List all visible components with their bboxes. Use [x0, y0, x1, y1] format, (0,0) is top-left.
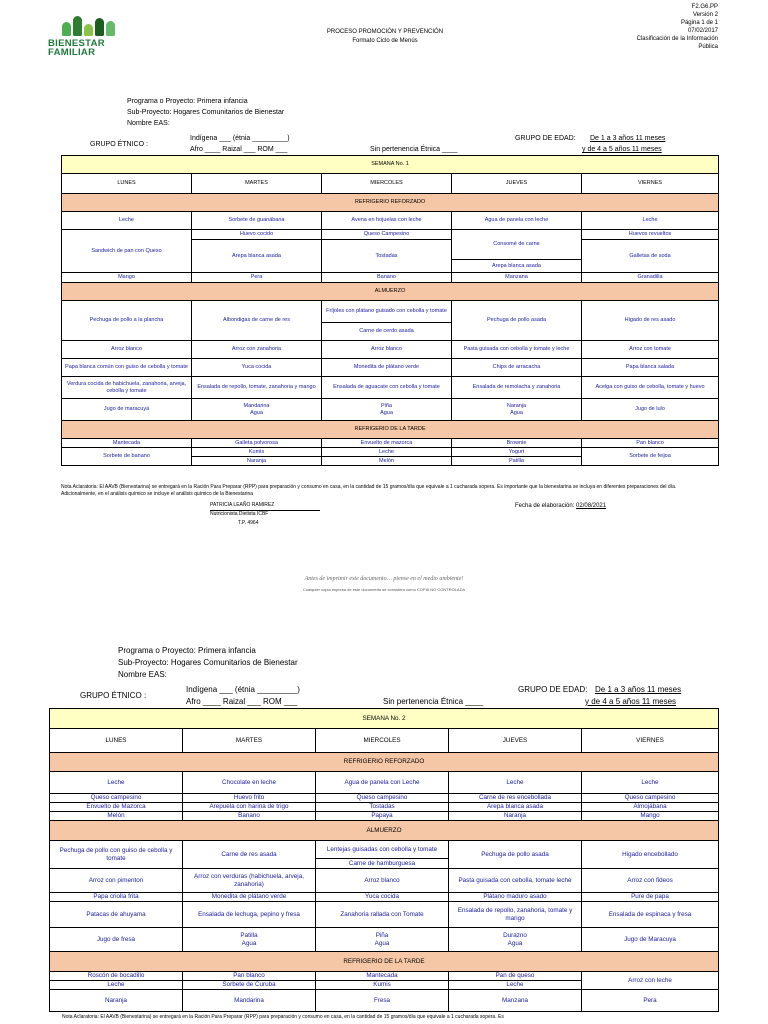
- menu-cell: Kumis: [192, 448, 322, 457]
- ethnic-afro: Afro ____ Raizal ___ ROM ___: [186, 697, 298, 706]
- menu-cell: Pasta guisada con cebolla y tomate y leche: [452, 341, 582, 359]
- menu-cell: Pan de queso: [449, 972, 582, 981]
- menu-cell: Manzana: [452, 273, 582, 283]
- menu-cell: Galletas de soda: [582, 240, 719, 273]
- menu-cell: Consomé de carne: [452, 230, 582, 260]
- subproject-name: Sub-Proyecto: Hogares Comunitarios de Bienestar: [118, 658, 298, 667]
- menu-cell: Leche: [582, 212, 719, 230]
- meal-title-tarde: REFRIGERIO DE LA TARDE: [50, 952, 719, 972]
- age-range-1: De 1 a 3 años 11 meses: [590, 135, 666, 142]
- menu-cell: Yogurt: [452, 448, 582, 457]
- menu-cell: Sorbete de Curuba: [183, 981, 316, 990]
- menu-cell: Yuca cocida: [316, 893, 449, 902]
- ethnic-group-label: GRUPO ÉTNICO :: [80, 691, 147, 700]
- signer-role: Nutricionista Dietista ICBF: [210, 510, 320, 518]
- meal-title-tarde: REFRIGERIO DE LA TARDE: [62, 421, 719, 439]
- meal-title-almuerzo: ALMUERZO: [62, 283, 719, 301]
- menu-cell: Manzana: [449, 990, 582, 1012]
- menu-item: Agua: [250, 409, 263, 416]
- menu-cell: Albondigas de carne de res: [192, 301, 322, 341]
- menu-cell: Arepa blanca asada: [452, 260, 582, 273]
- menu-cell: Mango: [62, 273, 192, 283]
- menu-cell: Tostadas: [322, 240, 452, 273]
- meal-title-refuerzo: REFRIGERIO REFORZADO: [62, 194, 719, 212]
- elaboration-date: [515, 503, 606, 510]
- menu-cell: Leche: [449, 772, 582, 794]
- menu-cell: Queso Campesino: [322, 230, 452, 240]
- signer-name: PATRICIA LEAÑO RAMIREZ: [210, 502, 275, 508]
- menu-cell: Pure de papa: [582, 893, 719, 902]
- menu-cell: Agua de panela con leche: [452, 212, 582, 230]
- menu-cell: Leche: [50, 772, 183, 794]
- menu-cell: Fresa: [316, 990, 449, 1012]
- menu-cell: Carne de res asada: [183, 841, 316, 869]
- menu-cell: Ensalada de remolacha y zanahoria: [452, 377, 582, 399]
- menu-cell: Envuelto de Mazorca: [50, 803, 183, 812]
- menu-cell: Arroz blanco: [316, 869, 449, 893]
- menu-cell: Ensalada de repollo, tomate, zanahoria y mango: [192, 377, 322, 399]
- menu-cell: Sandwich de pan con Queso: [62, 230, 192, 273]
- menu-cell: Pasta guisada con cebolla, tomate leche: [449, 869, 582, 893]
- menu-cell: Arroz con verduras (habichuela, arveja, zanahoria): [183, 869, 316, 893]
- menu-cell: Patilla: [452, 457, 582, 466]
- menu-cell: Pera: [582, 990, 719, 1012]
- menu-cell: Jugo de maracuyá: [62, 399, 192, 421]
- menu-cell: Papa blanca común con guiso de cebolla y tomate: [62, 359, 192, 377]
- menu-cell: Zanahoria rallada con Tomate: [316, 902, 449, 928]
- menu-cell: [452, 399, 582, 421]
- menu-cell: Sorbete de guanábana: [192, 212, 322, 230]
- doc-code: F2.G6.PP: [691, 4, 718, 10]
- menu-cell: Queso campesino: [316, 794, 449, 803]
- menu-cell: Naranja: [192, 457, 322, 466]
- day-header: MIERCOLES: [316, 729, 449, 753]
- menu-cell: Pechuga de pollo asada: [449, 841, 582, 869]
- menu-item: Piña: [375, 931, 389, 939]
- menu-cell: Arroz con zanahoria: [192, 341, 322, 359]
- menu-cell: Arroz blanco: [322, 341, 452, 359]
- menu-cell: Ensalada de espinaca y fresa: [582, 902, 719, 928]
- menu-cell: Papa blanca salada: [582, 359, 719, 377]
- elaboration-date-label: Fecha de elaboración:: [515, 503, 575, 509]
- day-header: JUEVES: [452, 174, 582, 194]
- menu-cell: Granadilla: [582, 273, 719, 283]
- program-info-2: [118, 645, 298, 681]
- day-header: MARTES: [192, 174, 322, 194]
- menu-cell: Jugo de fresa: [50, 928, 183, 952]
- menu-item: Agua: [510, 409, 523, 416]
- doc-date: 07/02/2017: [687, 28, 718, 34]
- menu-cell: Pechuga de pollo a la plancha: [62, 301, 192, 341]
- menu-cell: Huevo frito: [183, 794, 316, 803]
- menu-cell: [192, 399, 322, 421]
- doc-version: Versión 2: [692, 12, 718, 18]
- process-title: PROCESO PROMOCIÓN Y PREVENCIÓN: [326, 29, 444, 35]
- menu-cell: [322, 399, 452, 421]
- menu-cell: Melón: [322, 457, 452, 466]
- doc-page: Página 1 de 1: [680, 20, 718, 26]
- menu-cell: Pera: [192, 273, 322, 283]
- eas-name: Nombre EAS:: [127, 120, 170, 127]
- menu-cell: Chocolate en leche: [183, 772, 316, 794]
- menu-cell: Pan blanco: [183, 972, 316, 981]
- menu-item: Mandarina: [243, 402, 270, 409]
- menu-cell: Mantecada: [316, 972, 449, 981]
- menu-cell: Leche: [62, 212, 192, 230]
- menu-cell: Verdura cocida de habichuela, zanahoria, arveja, cebolla y tomate: [62, 377, 192, 399]
- format-title: Formato Ciclo de Menús: [352, 38, 418, 44]
- menu-cell: Pan blanco: [582, 439, 719, 448]
- meal-title-refuerzo: REFRIGERIO REFORZADO: [50, 753, 719, 772]
- menu-item: Piña: [380, 402, 392, 409]
- logo-text: BIENESTAR FAMILIAR: [48, 38, 105, 58]
- menu-cell: Sorbete de banano: [62, 448, 192, 466]
- menu-cell: Carne de cerdo asada: [322, 323, 452, 341]
- menu-cell: Mango: [582, 812, 719, 821]
- ethnic-indigena: Indígena ___ (étnia _________): [190, 135, 290, 142]
- menu-item: Patilla: [240, 931, 258, 939]
- menu-cell: Arroz blanco: [62, 341, 192, 359]
- menu-cell: Ensalada de repollo, zanahoria, tomate y mango: [449, 902, 582, 928]
- ethnic-none: Sin pertenencia Étnica ____: [383, 697, 484, 706]
- menu-cell: Mandarina: [183, 990, 316, 1012]
- day-header: VIERNES: [582, 174, 719, 194]
- family-figures-icon: [62, 14, 138, 36]
- menu-cell: Acelga con guiso de cebolla, tomate y huevo: [582, 377, 719, 399]
- menu-cell: [449, 928, 582, 952]
- age-range-1: De 1 a 3 años 11 meses: [595, 685, 682, 694]
- menu-cell: Queso campesino: [50, 794, 183, 803]
- elaboration-date-value: 02/08/2021: [576, 503, 607, 509]
- menu-item: Naranja: [506, 402, 527, 409]
- eas-name: Nombre EAS:: [118, 670, 167, 679]
- menu-cell: Avena en hojuelas con leche: [322, 212, 452, 230]
- menu-cell: Arepuela con harina de trigo: [183, 803, 316, 812]
- menu-cell: Higado encebollado: [582, 841, 719, 869]
- menu-cell: Carne de hamburguesa: [316, 859, 449, 869]
- menu-cell: Almojábana: [582, 803, 719, 812]
- ethnic-afro: Afro ____ Raizal ___ ROM ___: [190, 146, 288, 153]
- menu-item: Agua: [374, 939, 390, 947]
- week2-menu-table: [49, 708, 719, 1012]
- document-title: [300, 28, 470, 46]
- menu-item: Agua: [380, 409, 393, 416]
- menu-cell: Arepa blanca asada: [192, 240, 322, 273]
- menu-cell: Monedita de plátano verde: [322, 359, 452, 377]
- day-header: VIERNES: [582, 729, 719, 753]
- week2-note: Nota Aclaratoria: El AAVB (Bienestarina) se entregará en la Ración Para Preparar (RPP) para preparación y consumo en casa, en la cantidad de 15 gramos/día que equivale a 1 cucharada sopera. Es: [62, 1014, 504, 1020]
- age-range-2: y de 4 a 5 años 11 meses: [582, 146, 662, 153]
- menu-cell: Banano: [183, 812, 316, 821]
- menu-cell: Jugo de Maracuya: [582, 928, 719, 952]
- menu-cell: Mantecada: [62, 439, 192, 448]
- menu-cell: Agua de panela con Leche: [316, 772, 449, 794]
- age-range-2: y de 4 a 5 años 11 meses: [585, 697, 677, 706]
- menu-cell: Naranja: [449, 812, 582, 821]
- day-header: JUEVES: [449, 729, 582, 753]
- week1-menu-table: [61, 155, 719, 466]
- meal-title-almuerzo: ALMUERZO: [50, 821, 719, 841]
- menu-cell: Leche: [322, 448, 452, 457]
- menu-cell: Arroz con leche: [582, 972, 719, 990]
- menu-cell: Papa criolla frita: [50, 893, 183, 902]
- day-header: MARTES: [183, 729, 316, 753]
- menu-cell: Tostadas: [316, 803, 449, 812]
- menu-cell: Huevos revueltos: [582, 230, 719, 240]
- menu-cell: Lentejas guisadas con cebolla y tomate: [316, 841, 449, 859]
- menu-cell: Yuca cocida: [192, 359, 322, 377]
- program-name: Programa o Proyecto: Primera infancia: [118, 646, 256, 655]
- menu-cell: Leche: [50, 981, 183, 990]
- menu-item: Durazno: [503, 931, 527, 939]
- bienestar-familiar-logo: [48, 14, 138, 57]
- age-group-label: GRUPO DE EDAD:: [518, 685, 588, 694]
- menu-cell: Higado de res asado: [582, 301, 719, 341]
- menu-cell: Galleta polvorosa: [192, 439, 322, 448]
- menu-cell: Huevo cocido: [192, 230, 322, 240]
- menu-cell: Leche: [449, 981, 582, 990]
- menu-cell: Leche: [582, 772, 719, 794]
- age-group-label: GRUPO DE EDAD:: [515, 135, 576, 142]
- week1-note: Nota Aclaratoria: El AAVB (Bienestarina) se entregará en la Ración Para Preparar (RPP) para preparación y consumo en casa, en la cantidad de 15 gramos/día que equivale a 1 cucharada sopera. Es importante que la bienestarina se incluya en diferentes preparaciones del día. Adicionalmente, en el análisis químico se incluye el análisis químico de la Bienestarina: [61, 484, 677, 497]
- menu-cell: Ensalada de aguacate con cebolla y tomate: [322, 377, 452, 399]
- menu-cell: Arroz con fideos: [582, 869, 719, 893]
- menu-cell: Queso campesino: [582, 794, 719, 803]
- menu-cell: Pechuga de pollo con guiso de cebolla y tomate: [50, 841, 183, 869]
- menu-item: Agua: [241, 939, 257, 947]
- menu-cell: Melón: [50, 812, 183, 821]
- week1-title: SEMANA No. 1: [62, 156, 719, 174]
- menu-cell: Monedita de plátano verde: [183, 893, 316, 902]
- menu-cell: Pechuga de pollo asada: [452, 301, 582, 341]
- menu-cell: Kumis: [316, 981, 449, 990]
- menu-cell: Banano: [322, 273, 452, 283]
- doc-classification: Clasificación de la Información: [636, 36, 718, 42]
- menu-cell: Sorbete de feijoa: [582, 448, 719, 466]
- footer-environment-note: Antes de imprimir este documento… piense en el medio ambiente!: [304, 576, 464, 582]
- ethnic-none: Sin pertenencia Étnica ____: [370, 146, 458, 153]
- menu-cell: [316, 928, 449, 952]
- program-info: [127, 96, 284, 129]
- menu-cell: Ensalada de lechuga, pepino y fresa: [183, 902, 316, 928]
- footer-copy-note: Cualquier copia impresa de este documento se considera como COPIA NO CONTROLADA: [302, 587, 466, 592]
- menu-cell: Envuelto de mazorca: [322, 439, 452, 448]
- ethnic-indigena: Indígena ___ (étnia _________): [186, 685, 300, 694]
- document-meta: [590, 3, 718, 51]
- week2-title: SEMANA No. 2: [50, 709, 719, 729]
- menu-cell: Chips de arracacha: [452, 359, 582, 377]
- menu-cell: Arroz con pimenton: [50, 869, 183, 893]
- menu-cell: Papaya: [316, 812, 449, 821]
- menu-cell: Roscón de bocadillo: [50, 972, 183, 981]
- menu-cell: Brownie: [452, 439, 582, 448]
- menu-cell: Arepa blanca asada: [449, 803, 582, 812]
- menu-cell: Plátano maduro asado: [449, 893, 582, 902]
- menu-cell: Jugo de lulo: [582, 399, 719, 421]
- menu-cell: Arroz con tomate: [582, 341, 719, 359]
- signer-tp: T.P. 4964: [238, 520, 259, 526]
- day-header: LUNES: [62, 174, 192, 194]
- menu-cell: [183, 928, 316, 952]
- subproject-name: Sub-Proyecto: Hogares Comunitarios de Bienestar: [127, 109, 285, 116]
- day-header: LUNES: [50, 729, 183, 753]
- menu-cell: Patacas de ahuyama: [50, 902, 183, 928]
- menu-item: Agua: [507, 939, 523, 947]
- menu-cell: Naranja: [50, 990, 183, 1012]
- day-header: MIERCOLES: [322, 174, 452, 194]
- ethnic-group-label: GRUPO ÉTNICO :: [90, 141, 148, 148]
- program-name: Programa o Proyecto: Primera infancia: [127, 98, 248, 105]
- menu-cell: Fríjoles con plátano guisado con cebolla y tomate: [322, 301, 452, 323]
- doc-classification-value: Pública: [698, 44, 718, 50]
- menu-cell: Carne de res encebollada: [449, 794, 582, 803]
